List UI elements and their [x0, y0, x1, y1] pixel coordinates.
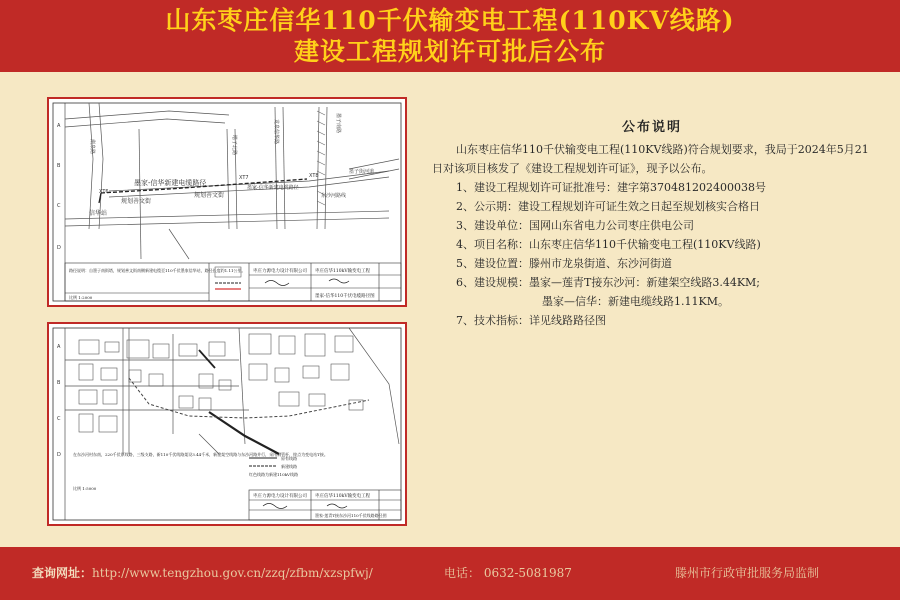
map1-note: 路径说明：自墨子南街塔，规划善文街南侧新建电缆至110千伏墨家信华站，路径长度约1.11公里。: [69, 268, 246, 273]
notice-item-3: 3、建设单位：国网山东省电力公司枣庄供电公司: [456, 219, 694, 232]
svg-text:B: B: [57, 380, 61, 386]
footer-url-link[interactable]: http://www.tengzhou.gov.cn/zzq/zfbm/xzspfwj/: [92, 566, 373, 580]
map1-scale: 比例 1:2000: [69, 295, 93, 300]
footer-supervisor: 滕州市行政审批服务局监制: [675, 566, 820, 580]
map2-drawing: 墨家-莲青T接东沙河110千伏线路路径图: [315, 513, 387, 518]
map1-road-v3-label: 东沙河路线: [321, 193, 347, 199]
map1-route-label: 墨家-信华新建电缆路径: [134, 179, 207, 187]
notice-item-1: 1、建设工程规划许可证批准号：建字第370481202400038号: [456, 181, 766, 194]
map1-drawing: 墨家-信华110千伏电缆路径图: [315, 294, 375, 299]
notice-item-4: 4、项目名称：山东枣庄信华110千伏输变电工程(110KV线路): [456, 238, 761, 251]
svg-text:A: A: [57, 344, 61, 350]
map1-xt8-label: XT8: [309, 173, 319, 179]
map1-road-label: 规划善文街: [121, 198, 152, 205]
map1-east-road-label: 墨子街河道: [349, 169, 375, 175]
map2-legend-new: 新建线路: [281, 464, 297, 469]
map1-company: 枣庄力源电力设计有限公司: [253, 269, 307, 274]
route-map-bottom: [47, 322, 407, 526]
notice-item-6-continued: 墨家—信华：新建电缆线路1.11KM。: [542, 295, 729, 308]
svg-text:D: D: [57, 452, 61, 458]
map2-legend-red: 红色线路为新建110kV线路: [249, 472, 298, 477]
map2-legend-existing: 原有线路: [281, 456, 297, 461]
notice-heading: 公布说明: [621, 120, 682, 135]
notice-item-2: 2、公示期：建设工程规划许可证生效之日起至规划核实合格日: [456, 200, 760, 213]
route-map-top-drawing: [49, 99, 405, 305]
route-map-bottom-drawing: [49, 324, 405, 524]
notice-item-6: 6、建设规模：墨家—莲青T接东沙河：新建架空线路3.44KM;: [456, 276, 761, 289]
svg-text:C: C: [57, 416, 61, 422]
page-title: 山东枣庄信华110千伏输变电工程(110KV线路): [165, 6, 735, 35]
map1-road-v4-label: 墨子南路: [335, 113, 341, 134]
map1-project: 枣庄信华110kV输变电工程: [315, 269, 371, 274]
map1-left-road-label: 荆泉路: [89, 139, 95, 155]
map1-road-label-2: 规划善文街: [194, 192, 225, 199]
page-subtitle: 建设工程规划许可批后公布: [293, 37, 606, 66]
svg-text:B: B: [57, 163, 61, 169]
notice-item-5: 5、建设位置：滕州市龙泉街道、东沙河街道: [456, 257, 672, 270]
map1-xt7-label: XT7: [239, 175, 249, 181]
map1-route2-label: 墨家-信华新建电缆路径: [247, 185, 299, 191]
svg-text:C: C: [57, 203, 61, 209]
map2-scale: 比例 1:5000: [73, 486, 97, 491]
map2-project: 枣庄信华110kV输变电工程: [315, 494, 371, 499]
notice-intro: 山东枣庄信华110千伏输变电工程(110KV线路)符合规划要求，我局于2024年5月21日对该项目核发了《建设工程规划许可证》，现予以公布。: [432, 143, 869, 175]
footer-url-block: [32, 564, 373, 581]
notice-item-7: 7、技术指标：详见线路路径图: [456, 314, 606, 327]
map1-road-v1-label: 塔子北路: [231, 135, 237, 156]
map2-company: 枣庄力源电力设计有限公司: [253, 494, 307, 499]
footer-url-label: 查询网址：: [32, 566, 93, 580]
map2-note: 在东沙河村东南，220千伏原线路，三级支路，新110千伏线路架设3.44千米，新建架空线路与东沙河路并行，采用钢管杆，终点为变电站T接。: [73, 452, 328, 457]
map1-station-label: 信华站: [89, 210, 108, 217]
map1-xt6-label: XT6: [99, 189, 109, 195]
svg-text:D: D: [57, 245, 61, 251]
map1-road-v2-label: 龙泉信华路: [273, 119, 279, 145]
header-banner: [0, 0, 900, 72]
svg-text:A: A: [57, 123, 61, 129]
notice-panel: [432, 118, 872, 330]
route-map-top: [47, 97, 407, 307]
footer-phone: 电话： 0632-5081987: [444, 566, 572, 580]
footer-bar: [0, 547, 900, 600]
